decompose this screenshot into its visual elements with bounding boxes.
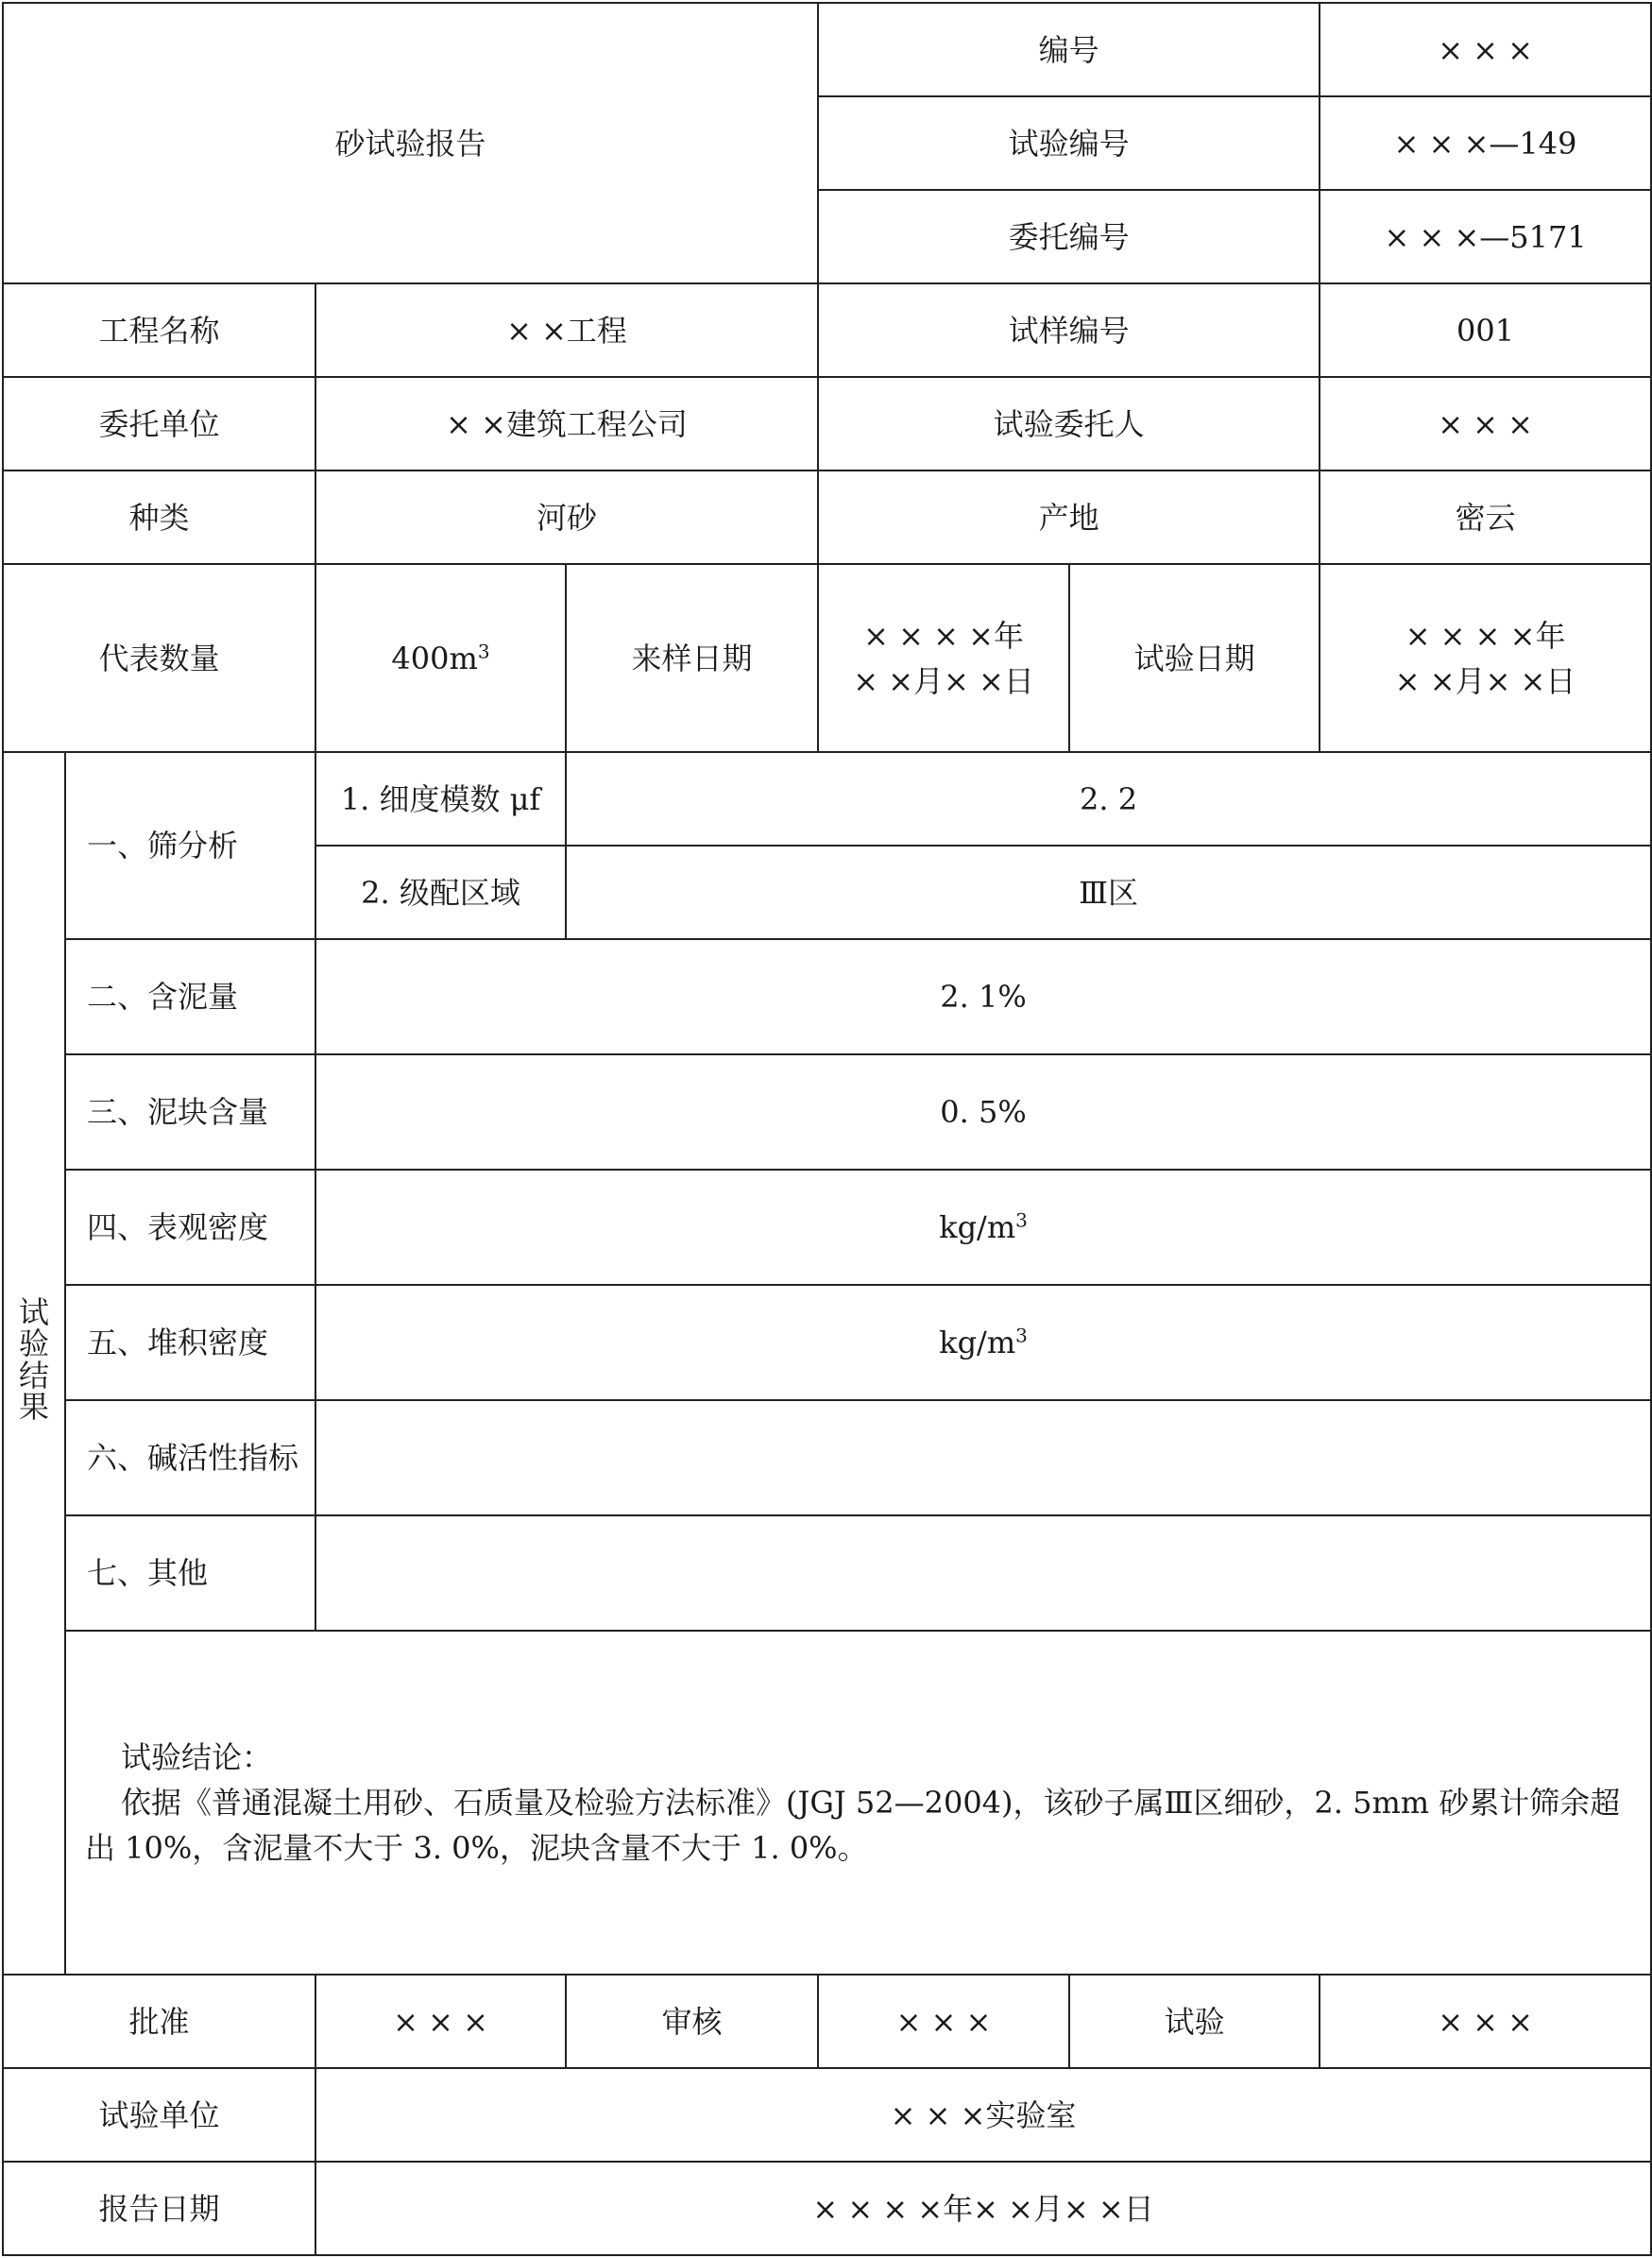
grading-zone-label: 2. 级配区域 bbox=[315, 846, 566, 939]
apparent-density-value bbox=[315, 1170, 1651, 1285]
report-date-value: × × × ×年× ×月× ×日 bbox=[315, 2162, 1651, 2255]
quantity-label: 代表数量 bbox=[3, 564, 315, 752]
apparent-density-sup: 3 bbox=[1015, 1208, 1028, 1232]
clay-lump-value: 0. 5% bbox=[315, 1054, 1651, 1170]
quantity-sup: 3 bbox=[477, 639, 490, 662]
report-title: 砂试验报告 bbox=[3, 3, 818, 283]
apparent-density-label: 四、表观密度 bbox=[65, 1170, 315, 1285]
sample-no-label: 试样编号 bbox=[818, 283, 1320, 377]
clay-lump-label: 三、泥块含量 bbox=[65, 1054, 315, 1170]
apparent-density-unit: kg/m bbox=[939, 1209, 1016, 1245]
alkali-activity-label: 六、碱活性指标 bbox=[65, 1400, 315, 1515]
tester-label: 试验 bbox=[1069, 1975, 1320, 2068]
bulk-density-sup: 3 bbox=[1015, 1324, 1028, 1347]
other-label: 七、其他 bbox=[65, 1515, 315, 1631]
commission-no-label: 委托编号 bbox=[818, 190, 1320, 283]
quantity-value bbox=[315, 564, 566, 752]
test-no-value: × × ×—149 bbox=[1320, 96, 1651, 190]
client-value: × ×建筑工程公司 bbox=[315, 377, 818, 470]
grading-zone-value: Ⅲ区 bbox=[566, 846, 1651, 939]
review-label: 审核 bbox=[566, 1975, 818, 2068]
project-value: × ×工程 bbox=[315, 283, 818, 377]
project-label: 工程名称 bbox=[3, 283, 315, 377]
bulk-density-unit: kg/m bbox=[939, 1325, 1016, 1360]
number-label: 编号 bbox=[818, 3, 1320, 96]
consignor-value: × × × bbox=[1320, 377, 1651, 470]
mud-content-value: 2. 1% bbox=[315, 939, 1651, 1054]
alkali-activity-value bbox=[315, 1400, 1651, 1515]
sample-no-value: 001 bbox=[1320, 283, 1651, 377]
bulk-density-value bbox=[315, 1285, 1651, 1400]
approve-label: 批准 bbox=[3, 1975, 315, 2068]
lab-label: 试验单位 bbox=[3, 2068, 315, 2162]
report-date-label: 报告日期 bbox=[3, 2162, 315, 2255]
fineness-modulus-value: 2. 2 bbox=[566, 752, 1651, 846]
test-date-line1: × × × ×年 bbox=[1405, 617, 1566, 654]
consignor-label: 试验委托人 bbox=[818, 377, 1320, 470]
type-label: 种类 bbox=[3, 470, 315, 564]
origin-value: 密云 bbox=[1320, 470, 1651, 564]
results-section-label: 试验结果 bbox=[3, 752, 65, 1975]
sampling-date-label: 来样日期 bbox=[566, 564, 818, 752]
test-date-line2: × ×月× ×日 bbox=[1394, 662, 1576, 699]
test-date-label: 试验日期 bbox=[1069, 564, 1320, 752]
bulk-density-label: 五、堆积密度 bbox=[65, 1285, 315, 1400]
sampling-date-line2: × ×月× ×日 bbox=[853, 662, 1034, 699]
lab-value: × × ×实验室 bbox=[315, 2068, 1651, 2162]
number-value: × × × bbox=[1320, 3, 1651, 96]
report-table bbox=[2, 2, 1652, 2256]
sampling-date-value bbox=[818, 564, 1069, 752]
sampling-date-line1: × × × ×年 bbox=[863, 617, 1024, 654]
other-value bbox=[315, 1515, 1651, 1631]
fineness-modulus-label: 1. 细度模数 μf bbox=[315, 752, 566, 846]
sieve-analysis-label: 一、筛分析 bbox=[65, 752, 315, 939]
quantity-number: 400m bbox=[391, 640, 478, 676]
test-date-value bbox=[1320, 564, 1651, 752]
test-no-label: 试验编号 bbox=[818, 96, 1320, 190]
type-value: 河砂 bbox=[315, 470, 818, 564]
commission-no-value: × × ×—5171 bbox=[1320, 190, 1651, 283]
review-value: × × × bbox=[818, 1975, 1069, 2068]
mud-content-label: 二、含泥量 bbox=[65, 939, 315, 1054]
conclusion-title: 试验结论： bbox=[121, 1739, 273, 1775]
conclusion-text: 依据《普通混凝土用砂、石质量及检验方法标准》(JGJ 52—2004)，该砂子属Ⅲ区细砂，2. 5mm 砂累计筛余超出 10%，含泥量不大于 3. 0%，泥块含量不大于 1. 0%。 bbox=[85, 1785, 1621, 1866]
client-label: 委托单位 bbox=[3, 377, 315, 470]
origin-label: 产地 bbox=[818, 470, 1320, 564]
conclusion-section bbox=[65, 1631, 1651, 1975]
approve-value: × × × bbox=[315, 1975, 566, 2068]
tester-value: × × × bbox=[1320, 1975, 1651, 2068]
